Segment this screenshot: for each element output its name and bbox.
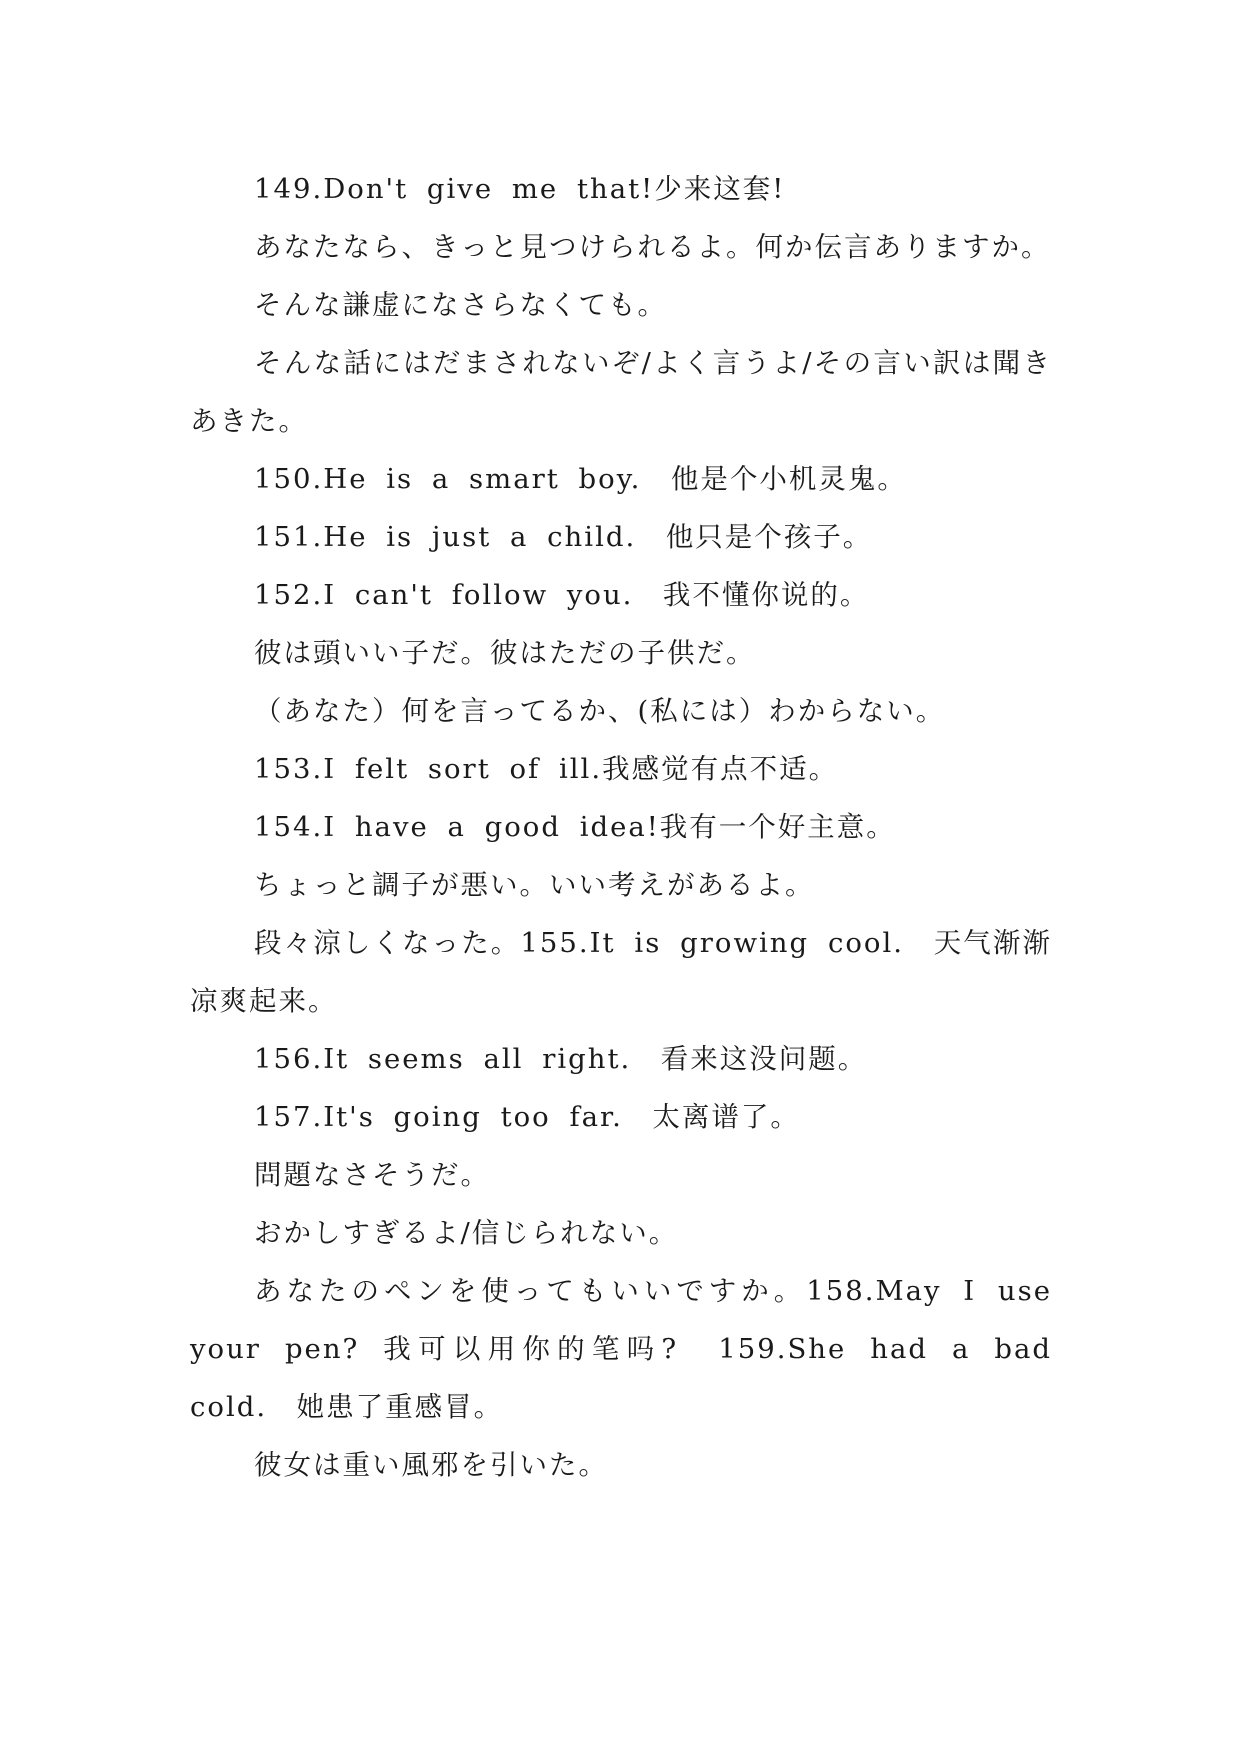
paragraph-149: 149.Don't give me that!少来这套! bbox=[254, 173, 786, 205]
paragraph-japanese-9: 彼女は重い風邪を引いた。 bbox=[254, 1449, 608, 1481]
paragraph-155: 段々涼しくなった。155.It is growing cool. 天气渐渐凉爽起来。 bbox=[190, 927, 1052, 1017]
paragraph-157: 157.It's going too far. 太离谱了。 bbox=[254, 1101, 800, 1133]
paragraph-japanese-4: 彼は頭いい子だ。彼はただの子供だ。 bbox=[254, 637, 756, 669]
paragraph-151: 151.He is just a child. 他只是个孩子。 bbox=[254, 521, 873, 553]
paragraph-japanese-2: そんな謙虚になさらなくても。 bbox=[254, 289, 667, 321]
paragraph-japanese-1: あなたなら、きっと見つけられるよ。何か伝言ありますか。 bbox=[254, 231, 1051, 263]
paragraph-japanese-6: ちょっと調子が悪い。いい考えがあるよ。 bbox=[254, 869, 815, 901]
paragraph-japanese-7: 問題なさそうだ。 bbox=[254, 1159, 490, 1191]
paragraph-153: 153.I felt sort of ill.我感觉有点不适。 bbox=[254, 753, 839, 785]
document-body bbox=[190, 160, 1052, 1494]
paragraph-156: 156.It seems all right. 看来这没问题。 bbox=[254, 1043, 868, 1075]
paragraph-japanese-8: おかしすぎるよ/信じられない。 bbox=[254, 1217, 679, 1249]
paragraph-japanese-3: そんな話にはだまされないぞ/よく言うよ/その言い訳は聞きあきた。 bbox=[190, 347, 1052, 437]
paragraph-japanese-5: （あなた）何を言ってるか、(私には）わからない。 bbox=[254, 695, 946, 727]
paragraph-150: 150.He is a smart boy. 他是个小机灵鬼。 bbox=[254, 463, 907, 495]
paragraph-154: 154.I have a good idea!我有一个好主意。 bbox=[254, 811, 896, 843]
paragraph-158-159: あなたのペンを使ってもいいですか。158.May I use your pen? 我可以用你的笔吗? 159.She had a bad cold. 她患了重感冒。 bbox=[190, 1275, 1052, 1423]
paragraph-152: 152.I can't follow you. 我不懂你说的。 bbox=[254, 579, 870, 611]
